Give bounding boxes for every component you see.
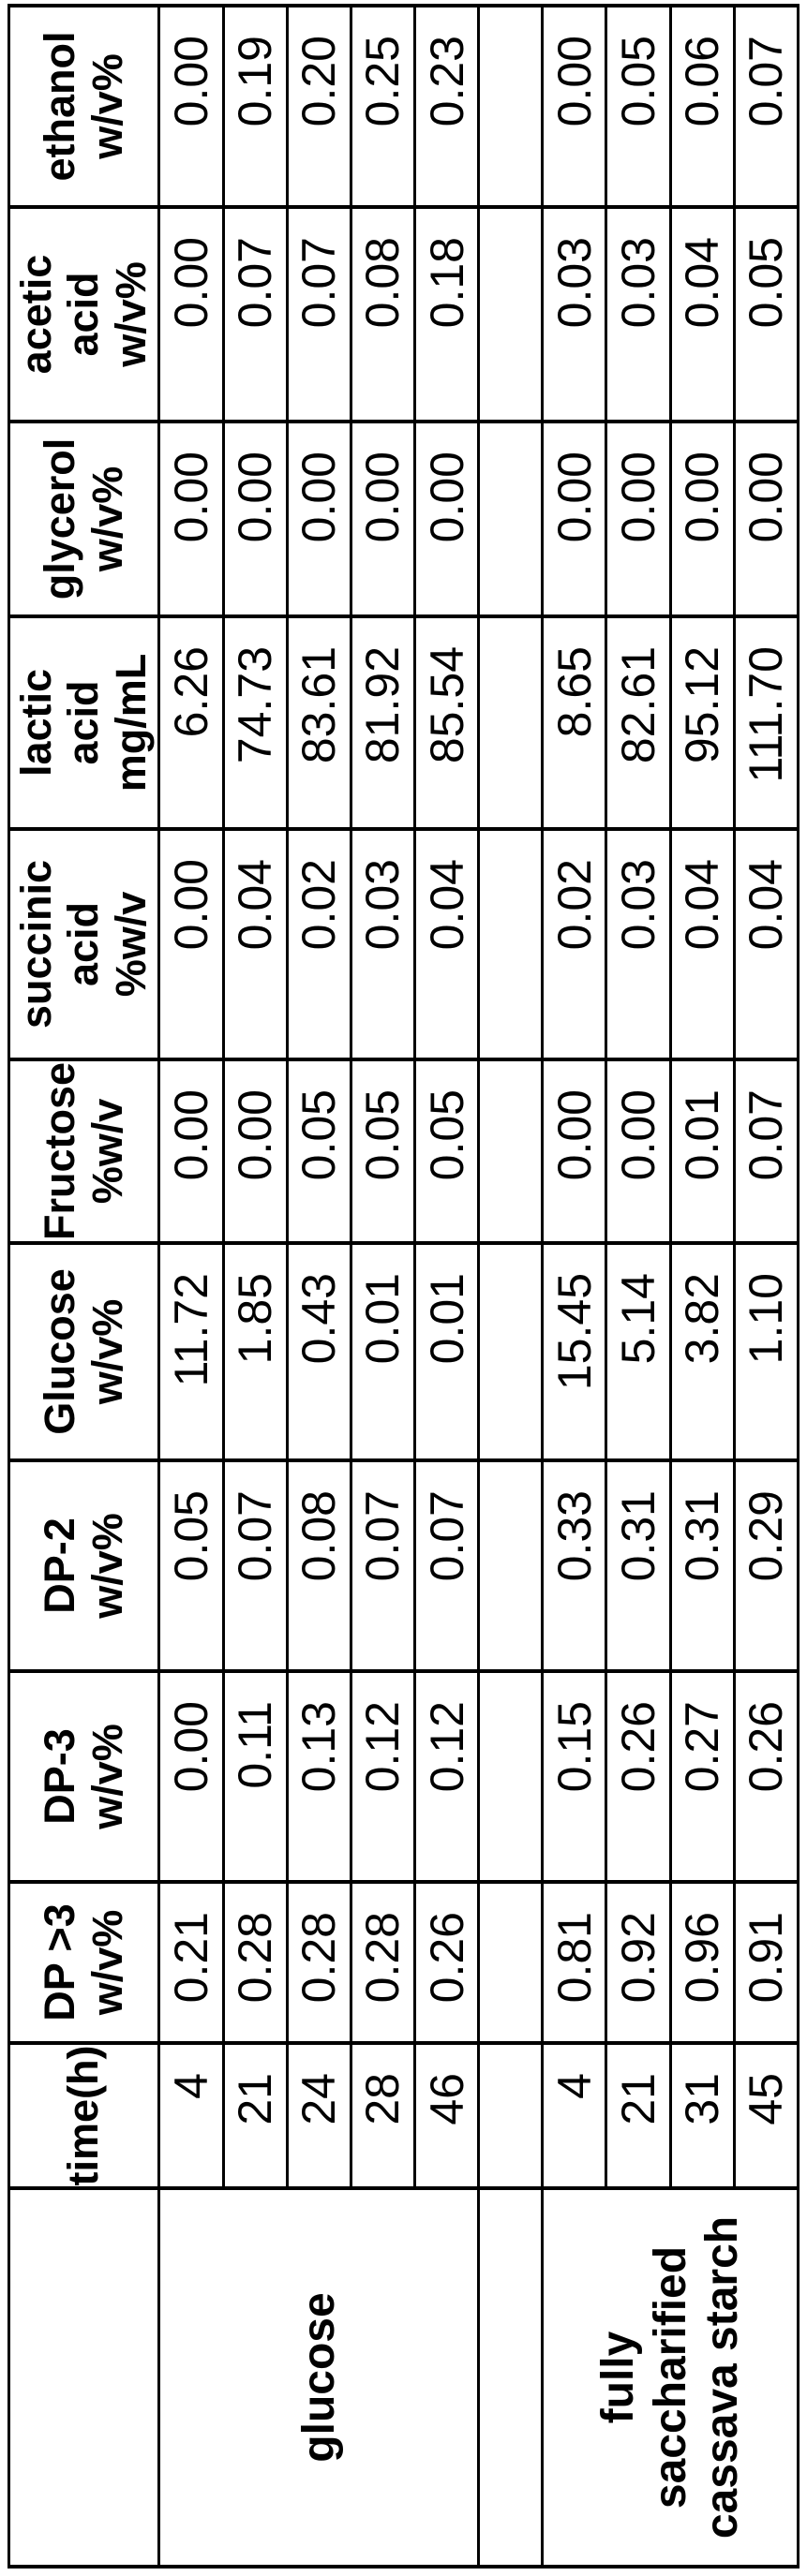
value-cell: 0.00 (543, 422, 606, 616)
value-cell: 0.07 (351, 1460, 414, 1671)
value-cell: 0.33 (543, 1460, 606, 1671)
value-cell: 0.00 (159, 6, 223, 207)
value-cell: 0.23 (415, 6, 479, 207)
data-row (670, 6, 734, 2567)
value-cell: 0.27 (670, 1671, 734, 1882)
data-row (351, 6, 414, 2567)
value-cell: 0.00 (543, 1059, 606, 1243)
value-cell: 0.25 (351, 6, 414, 207)
group-label-glucose (159, 2188, 479, 2567)
value-cell: 0.00 (670, 422, 734, 616)
value-cell: 0.05 (159, 1460, 223, 1671)
value-cell: 0.07 (734, 6, 798, 207)
spacer-cell (479, 2188, 543, 2567)
spacer-cell (479, 829, 543, 1059)
value-cell: 0.26 (606, 1671, 670, 1882)
col-header-acetic-acid: acetic acid w/v% (9, 207, 159, 422)
value-cell: 0.08 (351, 207, 414, 422)
value-cell: 3.82 (670, 1243, 734, 1460)
value-cell: 0.01 (351, 1243, 414, 1460)
value-cell: 85.54 (415, 616, 479, 829)
value-cell: 1.85 (223, 1243, 287, 1460)
value-cell: 0.19 (223, 6, 287, 207)
value-cell: 0.43 (287, 1243, 351, 1460)
spacer-cell (479, 2043, 543, 2188)
value-cell: 0.08 (287, 1460, 351, 1671)
fermentation-products-table (7, 4, 800, 2569)
value-cell: 0.03 (606, 829, 670, 1059)
value-cell: 95.12 (670, 616, 734, 829)
value-cell: 0.00 (159, 829, 223, 1059)
value-cell: 0.02 (543, 829, 606, 1059)
value-cell: 0.05 (287, 1059, 351, 1243)
time-cell: 4 (543, 2043, 606, 2188)
spacer-cell (479, 1243, 543, 1460)
spacer-cell (479, 1882, 543, 2043)
value-cell: 0.00 (606, 422, 670, 616)
value-cell: 0.05 (351, 1059, 414, 1243)
col-header-glucose: Glucose w/v% (9, 1243, 159, 1460)
value-cell: 0.00 (606, 1059, 670, 1243)
value-cell: 0.03 (606, 207, 670, 422)
value-cell: 0.03 (351, 829, 414, 1059)
value-cell: 0.12 (415, 1671, 479, 1882)
value-cell: 0.00 (734, 422, 798, 616)
value-cell: 0.07 (223, 1460, 287, 1671)
col-header-fructose: Fructose %w/v (9, 1059, 159, 1243)
value-cell: 0.31 (670, 1460, 734, 1671)
col-header-ethanol: ethanol w/v% (9, 6, 159, 207)
value-cell: 0.00 (287, 422, 351, 616)
value-cell: 0.26 (415, 1882, 479, 2043)
time-cell: 31 (670, 2043, 734, 2188)
value-cell: 0.12 (351, 1671, 414, 1882)
col-header-time: time(h) (9, 2043, 159, 2188)
value-cell: 0.26 (734, 1671, 798, 1882)
value-cell: 0.00 (351, 422, 414, 616)
value-cell: 0.13 (287, 1671, 351, 1882)
col-header-dp-2: DP-2 w/v% (9, 1460, 159, 1671)
value-cell: 74.73 (223, 616, 287, 829)
value-cell: 0.00 (543, 6, 606, 207)
spacer-cell (479, 1059, 543, 1243)
value-cell: 0.05 (415, 1059, 479, 1243)
value-cell: 0.00 (159, 207, 223, 422)
spacer-cell (479, 1460, 543, 1671)
spacer-cell (479, 1671, 543, 1882)
col-header-lactic-acid: lactic acid mg/mL (9, 616, 159, 829)
value-cell: 5.14 (606, 1243, 670, 1460)
value-cell: 0.04 (415, 829, 479, 1059)
value-cell: 0.07 (734, 1059, 798, 1243)
spacer-row (479, 6, 543, 2567)
spacer-cell (479, 6, 543, 207)
data-row (543, 6, 606, 2567)
value-cell: 81.92 (351, 616, 414, 829)
time-cell: 28 (351, 2043, 414, 2188)
value-cell: 11.72 (159, 1243, 223, 1460)
value-cell: 0.00 (415, 422, 479, 616)
value-cell: 0.07 (287, 207, 351, 422)
value-cell: 0.21 (159, 1882, 223, 2043)
value-cell: 8.65 (543, 616, 606, 829)
time-cell: 21 (606, 2043, 670, 2188)
value-cell: 0.29 (734, 1460, 798, 1671)
value-cell: 0.00 (223, 1059, 287, 1243)
value-cell: 15.45 (543, 1243, 606, 1460)
header-row (9, 6, 159, 2567)
value-cell: 0.28 (223, 1882, 287, 2043)
value-cell: 0.07 (415, 1460, 479, 1671)
value-cell: 0.06 (670, 6, 734, 207)
value-cell: 0.81 (543, 1882, 606, 2043)
corner-cell (9, 2188, 159, 2567)
data-row (734, 6, 798, 2567)
value-cell: 0.01 (670, 1059, 734, 1243)
data-row (287, 6, 351, 2567)
value-cell: 83.61 (287, 616, 351, 829)
col-header-dp-3: DP-3 w/v% (9, 1671, 159, 1882)
value-cell: 0.96 (670, 1882, 734, 2043)
time-cell: 45 (734, 2043, 798, 2188)
time-cell: 4 (159, 2043, 223, 2188)
value-cell: 0.04 (670, 829, 734, 1059)
time-cell: 24 (287, 2043, 351, 2188)
value-cell: 82.61 (606, 616, 670, 829)
value-cell: 0.05 (734, 207, 798, 422)
group-label-cassava-starch (543, 2188, 799, 2567)
value-cell: 0.15 (543, 1671, 606, 1882)
spacer-cell (479, 422, 543, 616)
data-row (606, 6, 670, 2567)
value-cell: 0.04 (223, 829, 287, 1059)
value-cell: 0.91 (734, 1882, 798, 2043)
spacer-cell (479, 207, 543, 422)
value-cell: 0.04 (670, 207, 734, 422)
value-cell: 0.00 (159, 1671, 223, 1882)
data-row (415, 6, 479, 2567)
value-cell: 0.02 (287, 829, 351, 1059)
value-cell: 0.05 (606, 6, 670, 207)
value-cell: 0.00 (159, 1059, 223, 1243)
value-cell: 0.00 (159, 422, 223, 616)
value-cell: 0.28 (287, 1882, 351, 2043)
value-cell: 0.18 (415, 207, 479, 422)
value-cell: 0.01 (415, 1243, 479, 1460)
time-cell: 21 (223, 2043, 287, 2188)
group-label-text: fully saccharified cassava starch (593, 2215, 747, 2539)
value-cell: 6.26 (159, 616, 223, 829)
data-row (159, 6, 223, 2567)
value-cell: 111.70 (734, 616, 798, 829)
value-cell: 0.04 (734, 829, 798, 1059)
value-cell: 0.11 (223, 1671, 287, 1882)
value-cell: 0.31 (606, 1460, 670, 1671)
col-header-dp-gt3: DP >3 w/v% (9, 1882, 159, 2043)
value-cell: 0.03 (543, 207, 606, 422)
value-cell: 1.10 (734, 1243, 798, 1460)
time-cell: 46 (415, 2043, 479, 2188)
value-cell: 0.92 (606, 1882, 670, 2043)
value-cell: 0.07 (223, 207, 287, 422)
value-cell: 0.20 (287, 6, 351, 207)
value-cell: 0.28 (351, 1882, 414, 2043)
group-label-text: glucose (293, 2292, 344, 2463)
data-row (223, 6, 287, 2567)
col-header-succinic-acid: succinic acid %w/v (9, 829, 159, 1059)
spacer-cell (479, 616, 543, 829)
value-cell: 0.00 (223, 422, 287, 616)
col-header-glycerol: glycerol w/v% (9, 422, 159, 616)
